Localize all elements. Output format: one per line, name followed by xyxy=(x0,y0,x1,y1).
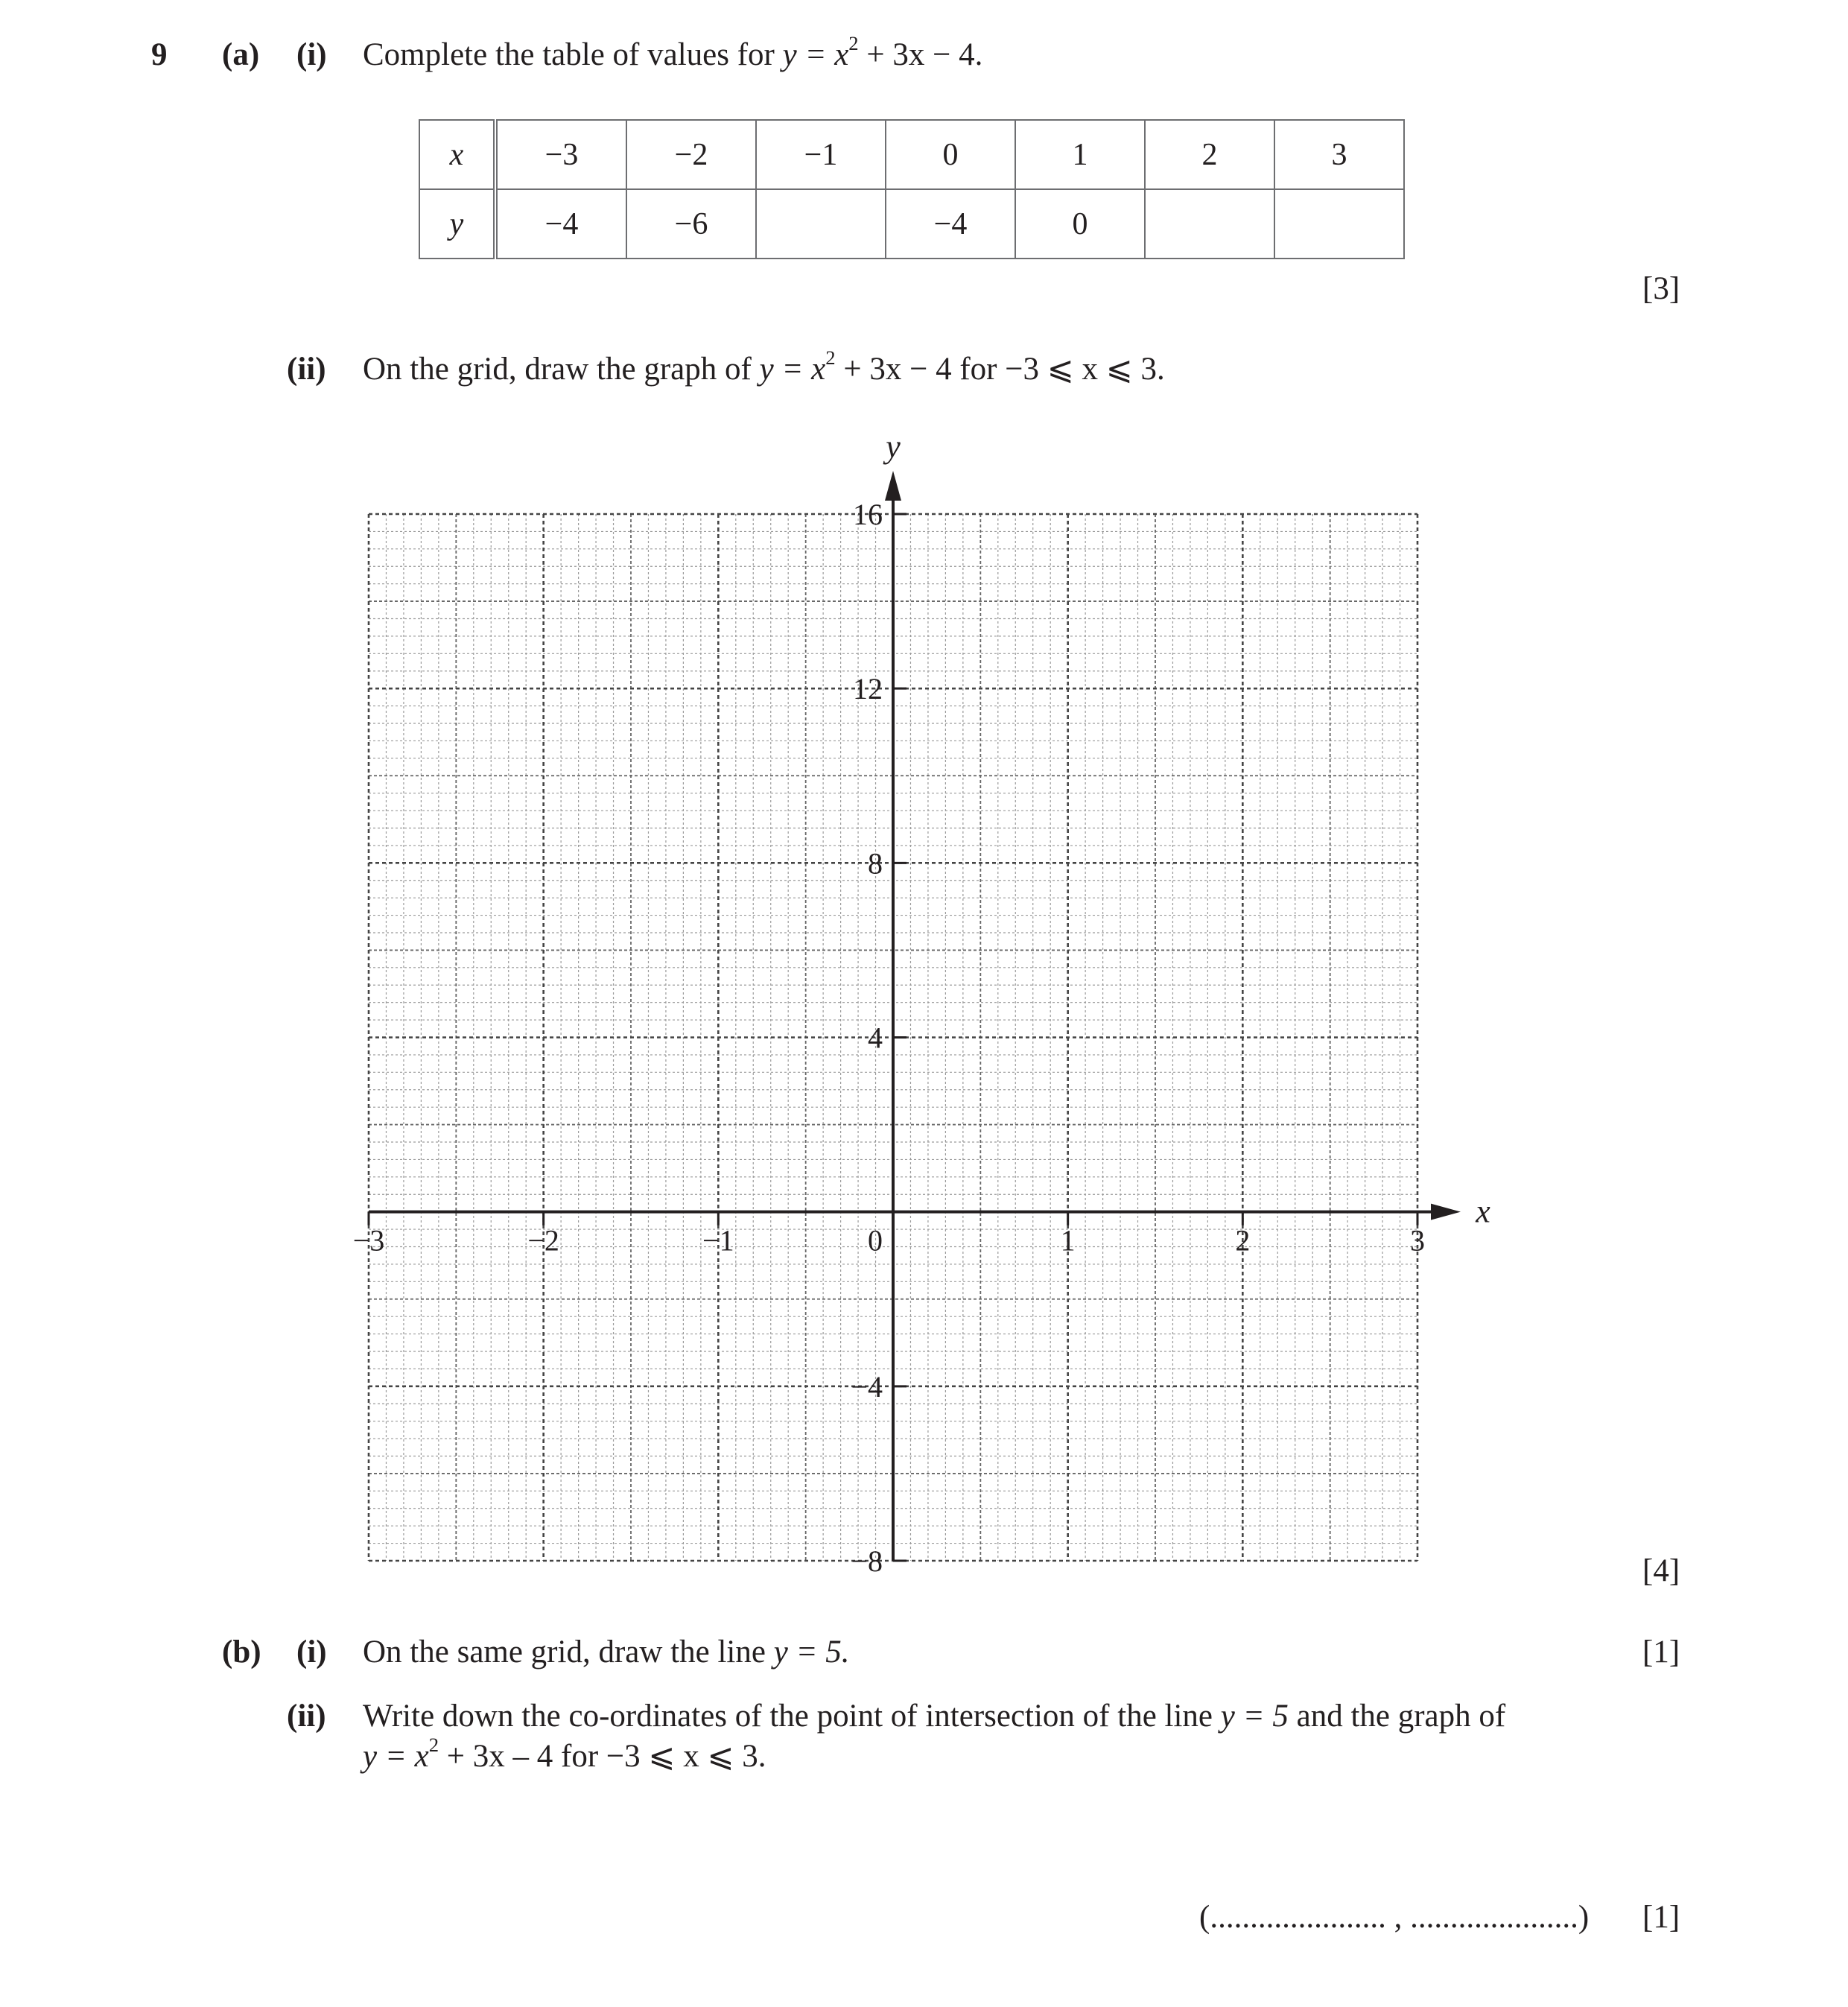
b-i-equation: y = 5. xyxy=(773,1635,850,1670)
part-b-i-label: (i) xyxy=(296,1635,327,1670)
table-x-cell: 2 xyxy=(1145,120,1274,189)
table-y-header: y xyxy=(419,189,495,259)
x-axis-arrow xyxy=(1431,1204,1461,1220)
marks-a-i: [3] xyxy=(1642,271,1680,306)
a-i-instruction: Complete the table of values for xyxy=(363,37,775,72)
equation-rest: + 3x – 4 xyxy=(439,1739,553,1774)
axes xyxy=(369,471,1461,1561)
table-x-cell: −2 xyxy=(626,120,756,189)
table-x-header: x xyxy=(419,120,495,189)
marks-a-ii: [4] xyxy=(1642,1553,1680,1588)
table-x-cell: 1 xyxy=(1015,120,1145,189)
y-tick-label: 16 xyxy=(853,498,883,531)
question-number: 9 xyxy=(151,37,168,72)
equation-rest: + 3x − 4 xyxy=(835,352,952,387)
y-axis-arrow xyxy=(885,471,901,501)
b-ii-instruction-end: and the graph of xyxy=(1296,1699,1506,1734)
y-tick-label: 8 xyxy=(868,846,883,881)
part-b-i-text xyxy=(363,1633,850,1672)
part-b-label: (b) xyxy=(222,1635,261,1670)
table-x-cell: 0 xyxy=(886,120,1015,189)
part-b-ii-line2 xyxy=(363,1734,766,1776)
x-tick-label: 1 xyxy=(1060,1223,1076,1258)
a-ii-range: for −3 ⩽ x ⩽ 3. xyxy=(959,352,1165,387)
equation-lhs: y = x xyxy=(363,1739,429,1774)
origin-label: 0 xyxy=(868,1223,883,1258)
y-axis-label: y xyxy=(886,428,901,465)
b-i-instruction: On the same grid, draw the line xyxy=(363,1635,766,1670)
table-y-cell: −4 xyxy=(495,189,626,259)
marks-b-ii: [1] xyxy=(1642,1900,1680,1935)
part-a-i-label: (i) xyxy=(296,37,327,72)
a-ii-instruction: On the grid, draw the graph of xyxy=(363,352,752,387)
y-tick-label: 4 xyxy=(868,1021,883,1055)
x-tick-label: −2 xyxy=(527,1223,559,1258)
part-a-label: (a) xyxy=(222,37,260,72)
equation-lhs: y = x xyxy=(759,352,826,387)
equation-power: 2 xyxy=(428,1734,439,1757)
part-b-ii-line1 xyxy=(363,1697,1505,1736)
x-axis-label: x xyxy=(1476,1193,1490,1230)
part-a-ii-label: (ii) xyxy=(287,352,326,387)
table-x-cell: 3 xyxy=(1274,120,1404,189)
b-ii-line-eq: y = 5 xyxy=(1220,1699,1289,1734)
table-y-cell: −6 xyxy=(626,189,756,259)
table-x-cell: −3 xyxy=(495,120,626,189)
x-tick-label: −3 xyxy=(352,1223,385,1258)
table-y-cell: 0 xyxy=(1015,189,1145,259)
x-tick-label: 3 xyxy=(1410,1223,1425,1258)
marks-b-i: [1] xyxy=(1642,1635,1680,1670)
x-tick-label: −1 xyxy=(702,1223,734,1258)
equation-power: 2 xyxy=(825,346,836,370)
part-a-i-text: Complete the table of values for $y = x^2 + 3x - 4$. xyxy=(363,32,983,72)
b-ii-range: for −3 ⩽ x ⩽ 3. xyxy=(561,1739,766,1774)
table-y-cell: −4 xyxy=(886,189,1015,259)
equation-lhs: y = x xyxy=(782,37,849,72)
answer-line[interactable]: (...................... , .....................) xyxy=(1199,1900,1590,1935)
y-tick-label: −8 xyxy=(851,1544,883,1578)
y-tick-label: −4 xyxy=(851,1369,883,1404)
table-x-cell: −1 xyxy=(756,120,886,189)
x-tick-label: 2 xyxy=(1235,1223,1251,1258)
equation-power: 2 xyxy=(848,32,859,55)
b-ii-instruction: Write down the co-ordinates of the point of intersection of the line xyxy=(363,1699,1213,1734)
part-b-ii-label: (ii) xyxy=(287,1699,326,1734)
y-tick-label: 12 xyxy=(853,672,883,706)
equation-rest: + 3x − 4 xyxy=(858,37,975,72)
